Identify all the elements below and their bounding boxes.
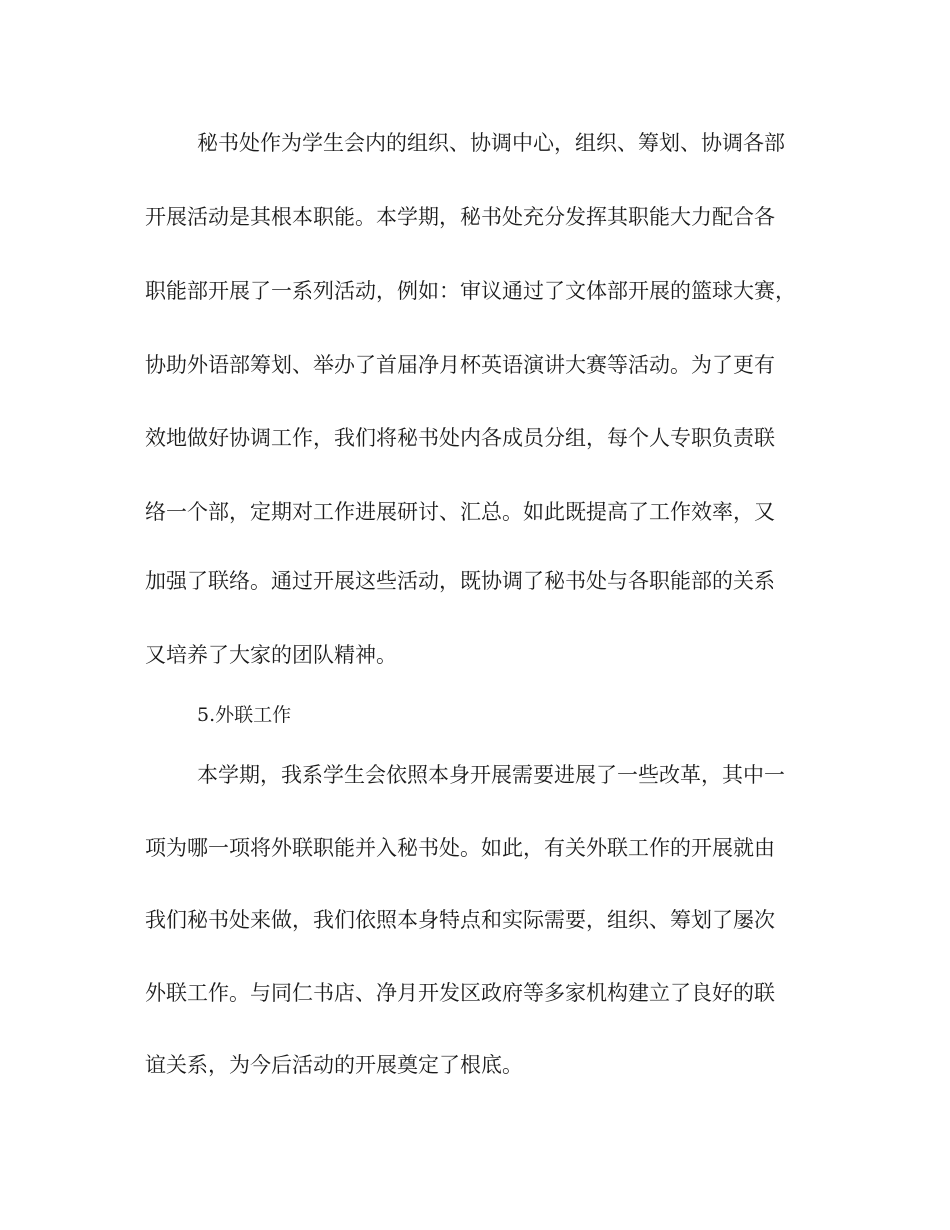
paragraph-1-line-3: 职能部开展了一系列活动，例如：审议通过了文体部开展的篮球大赛， [145, 279, 796, 303]
paragraph-1-line-1: 秘书处作为学生会内的组织、协调中心，组织、筹划、协调各部 [197, 131, 785, 155]
paragraph-2-line-2: 项为哪一项将外联职能并入秘书处。如此，有关外联工作的开展就由 [145, 836, 775, 860]
paragraph-1-line-5: 效地做好协调工作，我们将秘书处内各成员分组，每个人专职负责联 [145, 426, 775, 450]
paragraph-1-line-6: 络一个部，定期对工作进展研讨、汇总。如此既提高了工作效率，又 [145, 500, 775, 524]
paragraph-2-line-5: 谊关系，为今后活动的开展奠定了根底。 [145, 1053, 523, 1077]
section-heading: 5.外联工作 [197, 704, 292, 726]
paragraph-1-line-7: 加强了联络。通过开展这些活动，既协调了秘书处与各职能部的关系 [145, 569, 775, 593]
paragraph-2-line-4: 外联工作。与同仁书店、净月开发区政府等多家机构建立了良好的联 [145, 981, 775, 1005]
paragraph-2-line-1: 本学期，我系学生会依照本身开展需要进展了一些改革，其中一 [197, 763, 785, 787]
paragraph-1-line-2: 开展活动是其根本职能。本学期，秘书处充分发挥其职能大力配合各 [145, 205, 775, 229]
paragraph-1-line-8: 又培养了大家的团队精神。 [145, 643, 397, 667]
paragraph-2-line-3: 我们秘书处来做，我们依照本身特点和实际需要，组织、筹划了屡次 [145, 908, 775, 932]
paragraph-1-line-4: 协助外语部筹划、举办了首届净月杯英语演讲大赛等活动。为了更有 [145, 353, 775, 377]
